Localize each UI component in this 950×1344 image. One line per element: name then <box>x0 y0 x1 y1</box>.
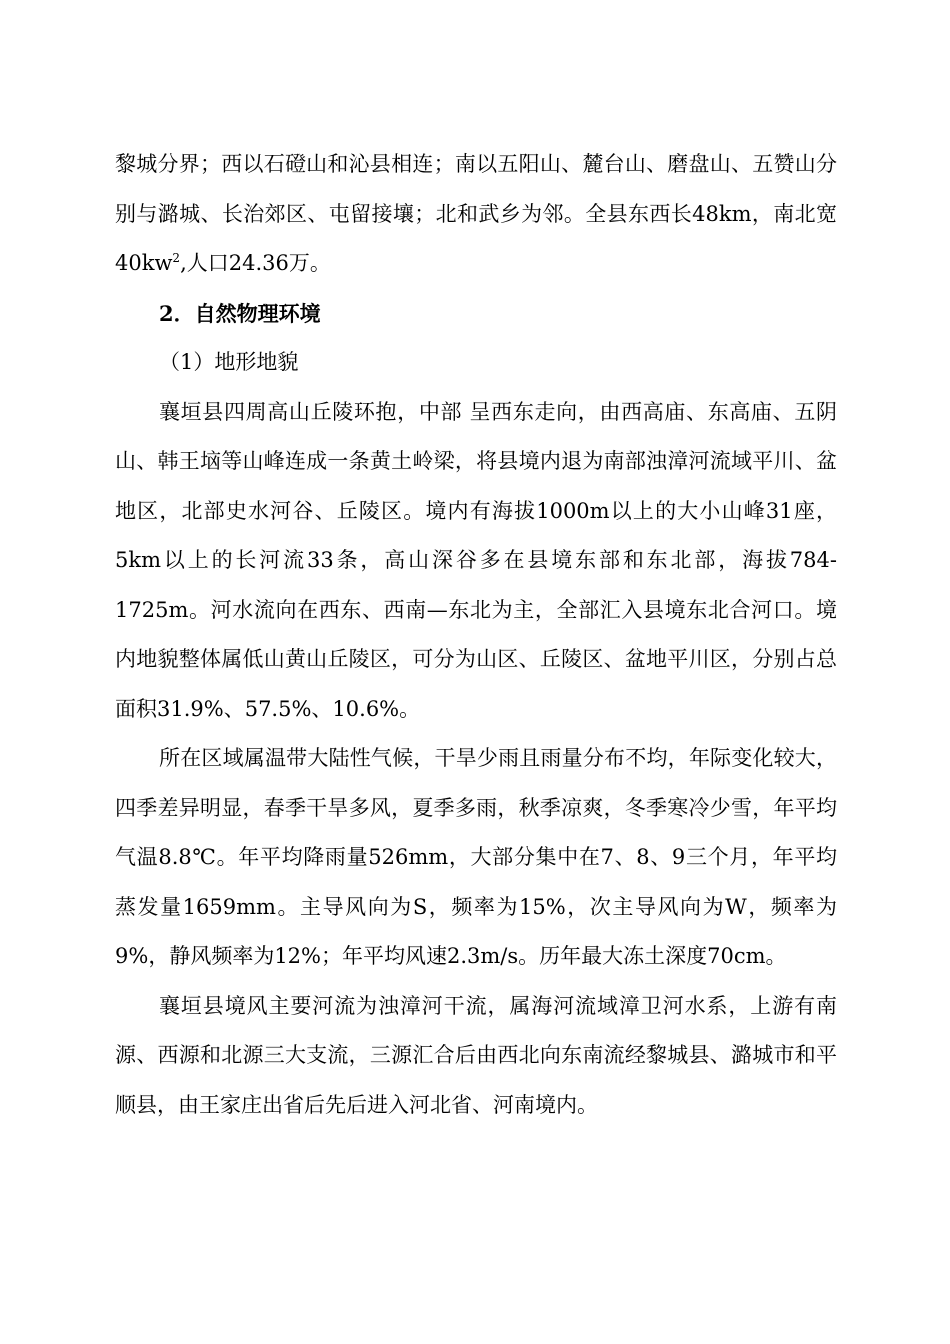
subsection-heading: （1）地形地貌 <box>159 350 299 374</box>
document-body <box>115 140 837 1130</box>
paragraph-terrain: 襄垣县四周高山丘陵环抱，中部 呈西东走向，由西高庙、东高庙、五阴山、韩王垴等山峰连成一条黄土岭梁，将县境内退为南部浊漳河流域平川、盆地区，北部史水河谷、丘陵区。境内有海拔1000m以上的大小山峰31座，5km以上的长河流33条，高山深谷多在县境东部和东北部，海拔784-1725m。河水流向在西东、西南—东北为主，全部汇入县境东北合河口。境内地貌整体属低山黄山丘陵区，可分为山区、丘陵区、盆地平川区，分别占总面积31.9%、57.5%、10.6%。 <box>115 399 837 721</box>
paragraph-location <box>115 140 837 289</box>
paragraph-location-text: 黎城分界；西以石磴山和沁县相连；南以五阳山、麓台山、磨盘山、五赞山分别与潞城、长治郊区、屯留接壤；北和武乡为邻。全县东西长48km，南北宽40kw <box>115 152 837 275</box>
superscript-2: 2 <box>172 251 181 265</box>
paragraph-rivers: 襄垣县境风主要河流为浊漳河干流，属海河流域漳卫河水系，上游有南源、西源和北源三大支流，三源汇合后由西北向东南流经黎城县、潞城市和平顺县，由王家庄出省后先后进入河北省、河南境内。 <box>115 993 837 1117</box>
paragraph-climate: 所在区域属温带大陆性气候，干旱少雨且雨量分布不均，年际变化较大，四季差异明显，春季干旱多风，夏季多雨，秋季凉爽，冬季寒冷少雪，年平均气温8.8℃。年平均降雨量526mm，大部分集中在7、8、9三个月，年平均蒸发量1659mm。主导风向为S，频率为15%，次主导风向为W，频率为9%，静风频率为12%；年平均风速2.3m/s。历年最大冻土深度70cm。 <box>115 746 837 968</box>
paragraph-location-tail: ,人口24.36万。 <box>180 251 331 275</box>
section-heading: 2．自然物理环境 <box>159 300 321 326</box>
